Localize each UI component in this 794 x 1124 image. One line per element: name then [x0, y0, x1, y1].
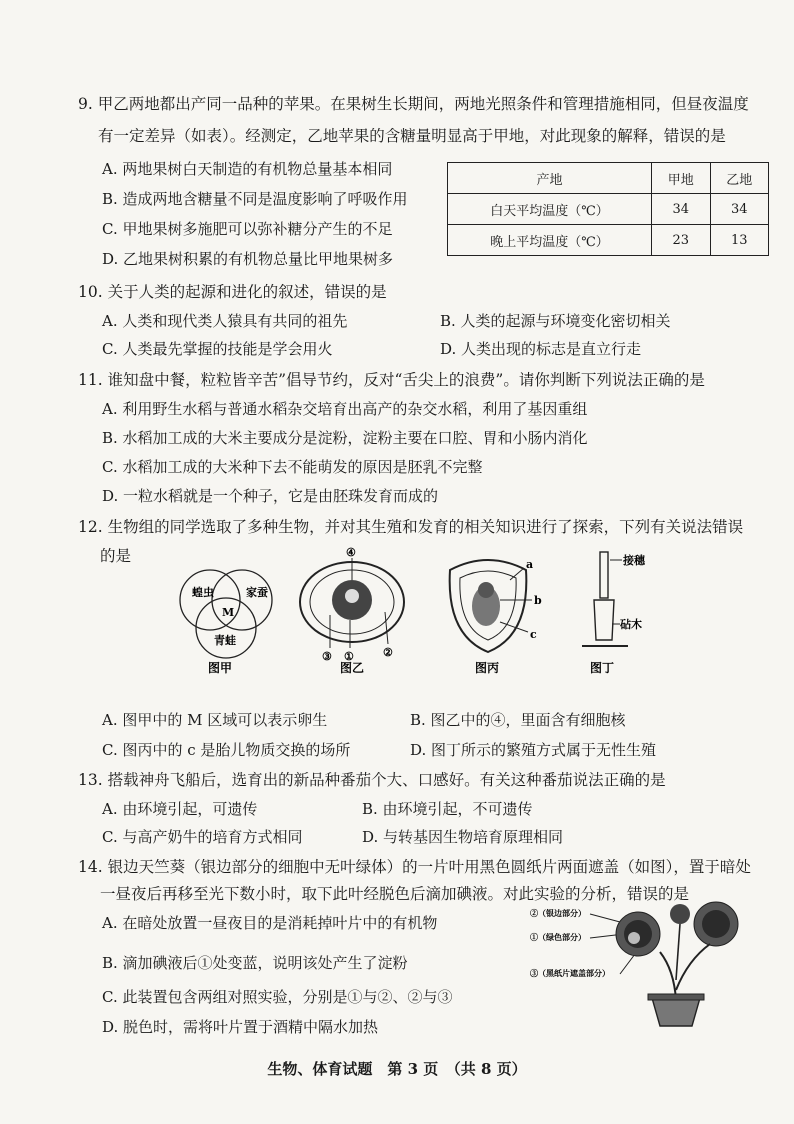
uterus-label-a: a	[526, 558, 534, 571]
venn-label-silkworm: 家蚕	[246, 586, 268, 599]
q9-option-b: B. 造成两地含糖量不同是温度影响了呼吸作用	[102, 190, 408, 208]
table-header-row	[448, 163, 769, 194]
page-footer: 生物、体育试题 第 3 页 （共 8 页）	[267, 1060, 527, 1078]
q13-option-d: D. 与转基因生物培育原理相同	[362, 828, 564, 846]
fig-ding-caption: 图丁	[590, 661, 615, 675]
plant-label-silver: ②（银边部分）	[530, 908, 586, 918]
table-cell: 晚上平均温度（℃）	[448, 225, 652, 256]
q12-option-a: A. 图甲中的 M 区域可以表示卵生	[102, 711, 328, 729]
q11-option-a: A. 利用野生水稻与普通水稻杂交培育出高产的杂交水稻，利用了基因重组	[102, 400, 588, 418]
fig-ding-graft	[582, 552, 646, 675]
egg-label-2: ②	[383, 646, 393, 659]
q9-stem-line1: 9. 甲乙两地都出产同一品种的苹果。在果树生长期间，两地光照条件和管理措施相同，但昼夜温度	[78, 95, 749, 113]
q10-stem: 10. 关于人类的起源和进化的叙述，错误的是	[78, 283, 387, 301]
q14-option-c: C. 此装置包含两组对照实验，分别是①与②、②与③	[102, 988, 453, 1006]
table-cell: 白天平均温度（℃）	[448, 194, 652, 225]
table-cell: 34	[652, 194, 711, 225]
q12-figures	[170, 540, 645, 680]
table-header-cell: 甲地	[652, 163, 711, 194]
fig-jia-venn	[180, 570, 272, 675]
venn-label-frog: 青蛙	[214, 634, 236, 647]
q10-option-c: C. 人类最先掌握的技能是学会用火	[102, 340, 333, 358]
table-cell: 13	[710, 225, 769, 256]
uterus-label-c: c	[530, 628, 537, 641]
q10-option-d: D. 人类出现的标志是直立行走	[440, 340, 642, 358]
graft-label-stock: 砧木	[620, 618, 642, 631]
q12-stem-line1: 12. 生物组的同学选取了多种生物，并对其生殖和发育的相关知识进行了探索，下列有关说法错误	[78, 518, 744, 536]
q9-stem-line2: 有一定差异（如表）。经测定，乙地苹果的含糖量明显高于甲地，对此现象的解释，错误的是	[98, 127, 726, 145]
egg-label-3: ③	[322, 650, 332, 663]
q13-stem: 13. 搭载神舟飞船后，选育出的新品种番茄个大、口感好。有关这种番茄说法正确的是	[78, 771, 666, 789]
q14-option-a: A. 在暗处放置一昼夜目的是消耗掉叶片中的有机物	[102, 914, 438, 932]
q12-option-c: C. 图丙中的 c 是胎儿物质交换的场所	[102, 741, 351, 759]
plant-label-covered: ③（黑纸片遮盖部分）	[530, 968, 610, 978]
q14-stem-line1: 14. 银边天竺葵（银边部分的细胞中无叶绿体）的一片叶用黑色圆纸片两面遮盖（如图），置于暗处	[78, 858, 751, 876]
venn-label-locust: 蝗虫	[192, 586, 214, 599]
q12-option-b: B. 图乙中的④，里面含有细胞核	[410, 711, 626, 729]
q13-option-a: A. 由环境引起，可遗传	[102, 800, 258, 818]
fig-bing-uterus	[450, 558, 542, 675]
q11-option-b: B. 水稻加工成的大米主要成分是淀粉，淀粉主要在口腔、胃和小肠内消化	[102, 429, 588, 447]
table-row	[448, 194, 769, 225]
fig-jia-caption: 图甲	[208, 661, 233, 675]
fig-yi-caption: 图乙	[340, 661, 365, 675]
q13-option-c: C. 与高产奶牛的培育方式相同	[102, 828, 303, 846]
q14-stem-line2: 一昼夜后再移至光下数小时，取下此叶经脱色后滴加碘液。对此实验的分析，错误的是	[100, 885, 690, 903]
egg-label-4: ④	[346, 546, 356, 559]
q10-option-a: A. 人类和现代类人猿具有共同的祖先	[102, 312, 348, 330]
table-header-cell: 产地	[448, 163, 652, 194]
graft-label-scion: 接穗	[623, 554, 645, 567]
q10-option-b: B. 人类的起源与环境变化密切相关	[440, 312, 671, 330]
q14-option-d: D. 脱色时，需将叶片置于酒精中隔水加热	[102, 1018, 379, 1036]
q11-option-c: C. 水稻加工成的大米种下去不能萌发的原因是胚乳不完整	[102, 458, 483, 476]
q9-option-a: A. 两地果树白天制造的有机物总量基本相同	[102, 160, 393, 178]
fig-bing-caption: 图丙	[475, 661, 500, 675]
egg-label-1: ①	[344, 650, 354, 663]
table-row	[448, 225, 769, 256]
table-header-cell: 乙地	[710, 163, 769, 194]
table-cell: 23	[652, 225, 711, 256]
fig-yi-egg	[300, 546, 404, 675]
table-cell: 34	[710, 194, 769, 225]
venn-label-m: M	[222, 606, 235, 619]
plant-label-green: ①（绿色部分）	[530, 932, 586, 942]
q14-plant-figure	[520, 900, 770, 1030]
q11-option-d: D. 一粒水稻就是一个种子，它是由胚珠发育而成的	[102, 487, 439, 505]
q14-option-b: B. 滴加碘液后①处变蓝，说明该处产生了淀粉	[102, 954, 408, 972]
q9-option-d: D. 乙地果树积累的有机物总量比甲地果树多	[102, 250, 394, 268]
q9-temperature-table	[447, 162, 769, 256]
q12-stem-line2: 的是	[100, 547, 132, 565]
uterus-label-b: b	[534, 594, 542, 607]
q9-option-c: C. 甲地果树多施肥可以弥补糖分产生的不足	[102, 220, 393, 238]
q12-option-d: D. 图丁所示的繁殖方式属于无性生殖	[410, 741, 657, 759]
q11-stem: 11. 谁知盘中餐，粒粒皆辛苦”倡导节约，反对“舌尖上的浪费”。请你判断下列说法正确的是	[78, 371, 705, 389]
q13-option-b: B. 由环境引起，不可遗传	[362, 800, 533, 818]
